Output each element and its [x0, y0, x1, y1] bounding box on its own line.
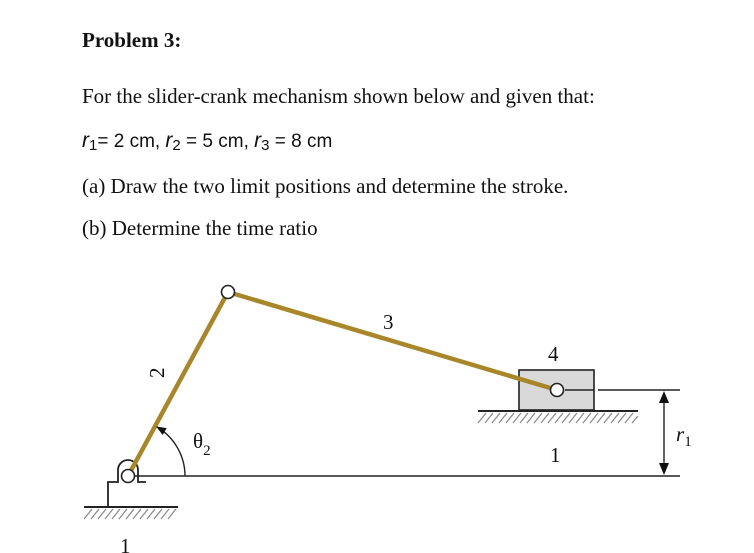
slider-pin-joint	[551, 384, 564, 397]
offset-r1-label	[676, 422, 692, 450]
theta-symbol: θ	[193, 429, 204, 453]
coupler-label: 3	[383, 310, 394, 334]
offset-dimension-r1	[598, 390, 680, 475]
problem-intro: For the slider-crank mechanism shown below and given that:	[82, 84, 595, 108]
part-a-question: (a) Draw the two limit positions and determine the stroke.	[82, 174, 569, 198]
part-b-question: (b) Determine the time ratio	[82, 216, 318, 240]
theta2-angle-arc	[157, 427, 185, 476]
r3-value: = 8 cm	[269, 131, 333, 152]
ground-slider-track	[478, 411, 638, 423]
r2-subscript: 2	[172, 137, 181, 154]
r3-symbol: r	[254, 129, 262, 152]
theta-subscript: 2	[203, 443, 211, 459]
theta2-label	[193, 429, 211, 459]
offset-subscript: 1	[684, 434, 692, 450]
slider-label: 4	[548, 342, 559, 366]
r2-value: = 5 cm,	[180, 131, 249, 152]
ground-label-right: 1	[550, 443, 561, 467]
r1-subscript: 1	[89, 137, 98, 154]
r2-symbol: r	[165, 129, 173, 152]
r1-value: = 2 cm,	[97, 131, 161, 152]
crank-label: 2	[145, 367, 169, 378]
coupler-link	[228, 292, 557, 390]
problem-title: Problem 3:	[82, 28, 182, 52]
r1-symbol: r	[82, 129, 89, 152]
offset-symbol: r	[676, 422, 685, 446]
ground-label-left: 1	[120, 534, 131, 553]
ground-pin-joint	[122, 470, 135, 483]
crank-coupler-joint	[222, 286, 235, 299]
r3-subscript: 3	[261, 137, 270, 154]
